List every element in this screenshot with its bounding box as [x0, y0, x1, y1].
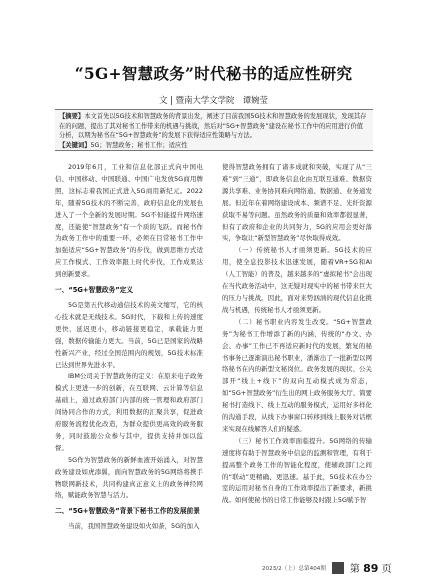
abstract-label: 【摘要】: [59, 113, 85, 120]
paragraph: 当前，我国智慧政务建设如火如荼，5G的加入: [68, 522, 200, 531]
paragraph: 使得智慧政务拥有了诸多成就和突破，实现了从“三难”到“三通”，即政务信息化由互联互通难、数据资源共享难、业务协同难向网络通、数据通、业务通发展。但近年在着网络建设成本、频谱不足、光纤资源获取不易等问题。虽然政务的质量和效率都很显著，但有了政府和企业的共同努力，5G的应用会更好落实，争取让“新型智慧政务”尽快取得成效。: [222, 163, 372, 243]
article-title: “5G+智慧政务”时代秘书的适应性研究: [74, 64, 353, 83]
keywords-label: 【关键词】: [59, 141, 91, 149]
page-number: 第 89 页: [349, 562, 392, 575]
paragraph: 2019年6月，工业和信息化部正式向中国电信、中国移动、中国联通、中国广电发放5G商用牌照，这标志着我国正式进入5G商用新纪元。2022年，随着5G技术的不断完善，政府信息化的发展也进入了一个全新的发展时期。5G不但能提升网络速度，还能使“智慧政务”有一个质的飞跃。而秘书作为政务工作中的重要一环，必须在目常秘书工作中加强适应“5G+智慧政务”的步伐，做到思维方式适应工作模式、工作效率跟上时代步伐，工作成果达到创新要求。: [55, 163, 203, 279]
paragraph: 5G作为智慧政务的新鲜血液开始涌入，对智慧政务建设如虎添翼，面向智慧政务的5G网络将携手物联网新技术，共同构建真正意义上的政务神经网络，赋能政务智慧与活力。: [55, 455, 203, 500]
section-heading-2: 二、“5G+智慧政务”背景下秘书工作的发展前景: [55, 507, 200, 516]
abstract-text: 本文首先以5G技术和智慧政务的背景出发，阐述了目前我国5G技术和智慧政务的发展现状，发现其存在的问题，提出了其对秘书工作带来的机遇与挑战，然后对“5G+智慧政务”建设在秘书工作中的应用进行价值分析，以期为秘书在“5G+智慧政务”的发展下获得适应性策略与方法。: [59, 113, 367, 140]
subsection-2: （二）秘书职业内容发生改变。“5G+智慧政务”为秘书工作增添了新的内涵，传统的“办文、办会、办事”工作已不再适应新时代的发展，繁复的秘书事务已逐渐演出秘书职业，潘渐出了一批新型以网络秘书在内的新型文秘岗位。政务发展的现状、公关部开“线上+线下”的双向互动模式成为常态，如“5G+智慧政务”衍生出的网上政务服务大厅、简要秘书打造线下、线上互动的服务模式，运用好多样化的沟通手段，从线下办事窗口转移到线上服务对话框来实现在线解答人们的疑惑。: [222, 317, 372, 433]
section-heading-1: 一、“5G+智慧政务”定义: [55, 286, 134, 295]
paragraph: 5G是第五代移动通信技术的英文缩写，它的核心技术就是无线技术。5G时代，下载和上传的速度更快，延迟更小，移动链接更稳定，承载能力更强，数据传输能力更大。当前，5G已是国家的战略性新兴产业，经过全国范围内的规划，5G技术标准已达到世界先进水平。: [55, 300, 203, 369]
issue-info: 2023/2（上）总第404期: [262, 565, 326, 572]
abstract-box: [55, 109, 373, 151]
subsection-1: （一）传统秘书人才亟须更新。5G技术的应用，使全息投影技术迅速发展，随着VR+5G和AI（人工智能）的普及，越来越多的“虚拟秘书”会出现在当代政务活动中，这无疑对现实中的秘书带来巨大的压力与挑战。因此，面对来势汹汹的现代信息化挑战与机遇，传统秘书人才亟须更新。: [222, 246, 372, 314]
page-footer: [262, 560, 392, 575]
right-column: [222, 162, 372, 507]
left-column: [55, 162, 203, 533]
paragraph: IBM公司关于智慧政务的定义：在原来电子政务模式上更进一步的创新，在互联网、云计算等信息基础上，通过政府部门内部的统一管理和政府部门间协同合作的方式，利用数据的汇聚共享，促进政府服务流程优化改造，为群众提供更高效的政务服务，同时鼓励公众参与其中，提供支持并加以监督。: [55, 372, 203, 452]
keywords-text: 5G；智慧政务；秘书工作；适应性: [90, 141, 188, 149]
subsection-3: （三）秘书工作效率面临提升。5G网络的传输速度将有助于智慧政务中信息的监测和管理，有利于提高整个政务工作的智能化程度，使辅政部门之间的“联动”更精确、更迅速。基于此，5G技术在办公室的运用对秘书自身的工作效率提出了新要求，新挑战。如何使秘书的日常工作能够及时跟上5G赋予智: [222, 436, 372, 505]
footer-bar-icon: [332, 562, 344, 574]
article-author: 文 | 暨南大学文学院 谭婉莹: [159, 95, 268, 105]
